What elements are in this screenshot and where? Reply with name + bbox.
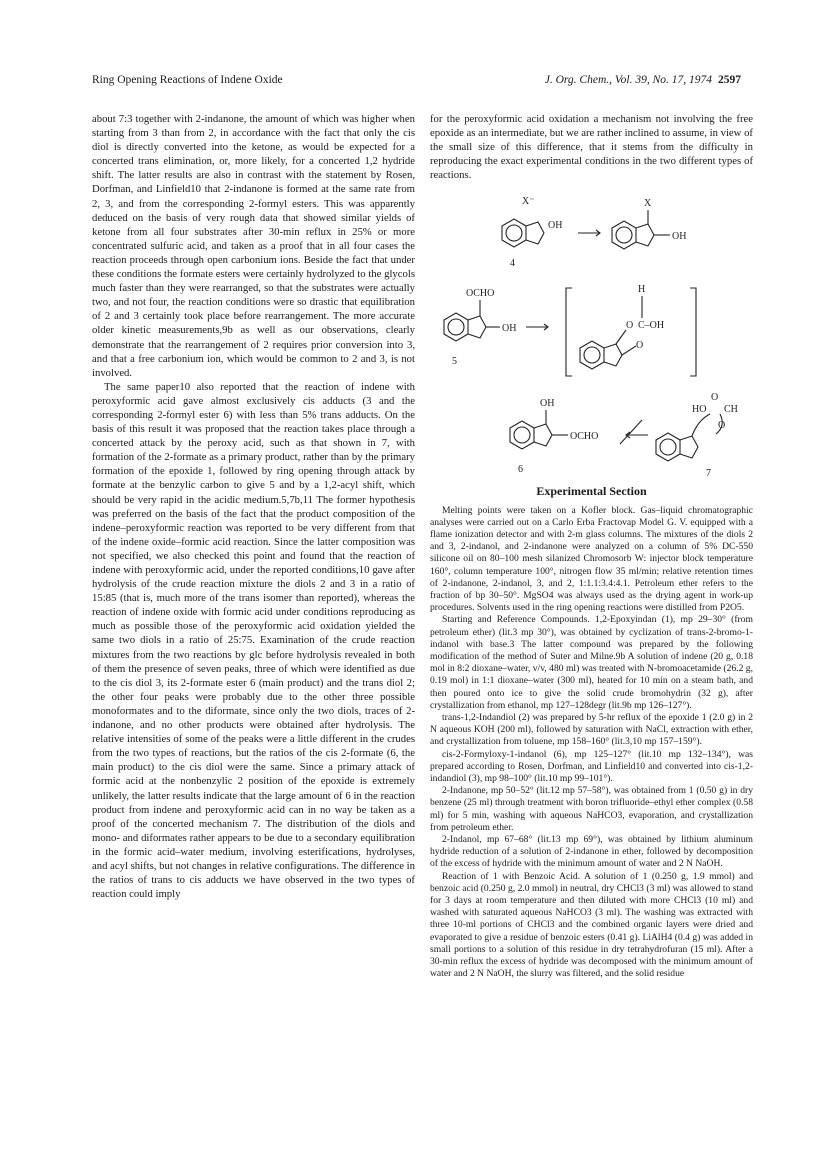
page-header: [92, 74, 741, 90]
label-ocho-6: OCHO: [570, 431, 599, 443]
journal-citation: [545, 74, 741, 86]
intermediate-orthoester: [580, 296, 642, 369]
label-ocho-5: OCHO: [466, 288, 495, 300]
body-paragraph: about 7:3 together with 2-indanone, the amount of which was higher when starting from 3 than from 2, in accordance with the fact that only the cis diol is directly converted into the ketone, as would be expected for a concerted trans elimination, or, more likely, for a concerted 1,2 hydride shift. The latter results are also in contrast with the statement by Rosen, Dorfman, and Linfield10 that 2-indanone is formed at the same rate from 2, 3, and from the corresponding 2-formyl esters. This was apparently deduced on the basis of very rough data that showed similar yields of ketone from all four substrates after 30-min reflux in 25% or more concentrated sulfuric acid, and taken as a proof that in all four cases the reaction proceeds through open carbonium ions. Beside the fact that under these conditions the formate esters were certainly hydrolyzed to the glycols much faster than they were rearranged, so that the substrates were actually two, and not four, the reaction conditions were so drastic that equilibration of 2 and 3 certainly took place before rearrangement. The more accurate older kinetic measurements,9b as well as our observations, clearly demonstrate that the rearrangement of 2 requires prior conversion into 3, and that a free carbonium ion, which would be common to 2 and 3, is not involved.: [92, 113, 415, 379]
label-ch: CH: [724, 404, 738, 416]
reaction-scheme: [430, 188, 753, 478]
journal-name: J. Org. Chem., Vol. 39, No. 17, 1974: [544, 74, 712, 86]
label-oh-6: OH: [540, 398, 555, 410]
label-5: 5: [452, 356, 457, 368]
running-title: Ring Opening Reactions of Indene Oxide: [92, 74, 283, 86]
bracket-left: [566, 288, 572, 376]
label-ho: HO: [692, 404, 707, 416]
label-x: X: [644, 198, 652, 210]
body-paragraph: for the peroxyformic acid oxidation a mechanism not involving the free epoxide as an intermediate, but we are rather inclined to assume, in view of the small size of this difference, that it stems from the difficulty in reproducing the exact experimental conditions in the two different types of reactions.: [430, 113, 753, 182]
arrow-3: [620, 420, 642, 444]
reaction-scheme-drawing: [430, 188, 753, 478]
left-column: [92, 112, 415, 901]
exp-paragraph: cis-2-Formyloxy-1-indanol (6), mp 125–127° (lit.10 mp 132–134°), was prepared according to Rosen, Dorfman, and Linfield10 and converted into cis-1,2-indandiol (3), mp 98–100° (lit.10 mp 99–101°).: [430, 748, 753, 785]
indane-formate-5: [444, 300, 500, 341]
label-4: 4: [510, 258, 515, 270]
right-column: [430, 112, 753, 980]
exp-paragraph: Starting and Reference Compounds. 1,2-Epoxyindan (1), mp 29–30° (from petroleum ether) (lit.3 mp 30°), was obtained by cyclization of trans-2-bromo-1-indanol with base.3 The latter compound was prepared by the following modification of the method of Suter and Milne.9b A solution of indene (20 g, 0.18 mol in 8:2 dioxane–water, v/v, 480 ml) was treated with N-bromoacetamide (26.2 g, 0.19 mol) in 1:1 dioxane–water (300 ml), heated for 10 min on a steam bath, and then poured onto ice to give the solid crude bromohydrin (32 g), after crystallization from ethanol, mp 127–128degr (lit.9b mp 126–127°).: [430, 614, 753, 711]
indene-peracid-7: [656, 414, 722, 461]
exp-paragraph: 2-Indanol, mp 67–68° (lit.13 mp 69°), was obtained by lithium aluminum hydride reduction of a solution of 2-indanone in ether, followed by decomposition of the excess of hydride with the minimum amount of water and 2 N NaOH.: [430, 834, 753, 870]
label-6: 6: [518, 464, 523, 476]
indane-formate-6: [510, 410, 568, 449]
label-h: H: [638, 284, 646, 296]
exp-paragraph: Reaction of 1 with Benzoic Acid. A solution of 1 (0.250 g, 1.9 mmol) and benzoic acid (0.250 g, 2.0 mmol) in neutral, dry CHCl3 (3 ml) was allowed to stand for 3 days at room temperature and then diluted with more CHCl3 (10 ml) and washed with saturated aqueous NaHCO3 (3 ml). The washing was extracted with three 10-ml portions of CHCl3 and the combined organic layers were dried and evaporated to give a residue of benzoic esters (0.41 g). LiAlH4 (0.4 g) was added in small portions to a solution of this residue in dry tetrahydrofuran (15 ml). After a 30-min reflux the excess of hydride was decomposed with the minimum amount of water and 2 N NaOH, the slurry was filtered, and the solid residue: [430, 870, 753, 980]
section-title: Experimental Section: [536, 484, 647, 499]
exp-paragraph: 2-Indanone, mp 50–52° (lit.12 mp 57–58°), was obtained from 1 (0.50 g) in dry benzene (25 ml) through treatment with boron trifluoride–ethyl ether complex (0.58 ml) for 5 min, washing with aqueous NaHCO3, evaporation, and crystallization from petroleum ether.: [430, 785, 753, 833]
label-oh-4b: OH: [672, 231, 687, 243]
exp-paragraph: Melting points were taken on a Kofler block. Gas–liquid chromatographic analyses were carried out on a Carlo Erba Fractovap Model G. V. equipped with a flame ionization detector and with 2-m glass columns. The mixtures of the diols 2 and 3, 2-indanol, and 2-indanone were analyzed on a column of 5% DC-550 silicone oil on 80–100 mesh silanized Chromosorb W: injector block temperature 160°, column temperature 100°, nitrogen flow 35 ml/min; relative retention times of 2-indanone, 2-indanol, 3, and 2, 1:1.1:3.4:4.1. Petroleum ether refers to the fraction of bp 30–50°. MgSO4 was always used as the drying agent in work-up procedures. Solvents used in the ring opening reactions were distilled from P2O5.: [430, 504, 753, 614]
label-o-lower: O: [636, 340, 644, 352]
experimental-section: [430, 505, 753, 981]
label-oh-5: OH: [502, 323, 517, 335]
label-o-upper: O: [626, 320, 634, 332]
body-paragraph: The same paper10 also reported that the reaction of indene with peroxyformic acid gave almost exclusively cis adducts (3 and the corresponding 2-formyl ester 6) with less than 5% trans adducts. On the basis of this result it was proposed that the reaction takes place through a concerted attack by the peroxy acid, such as that shown in 7, with formation of the 2-formate as a primary product, rather than by the primary formation of the epoxide 1, followed by ring opening through attack by formate at the benzylic carbon to give 5 and by a 1,2-acyl shift, which should be very rapid in the acidic medium.5,7b,11 The former hypothesis was preferred on the basis of the fact that the product composition of the indene–peroxyformic reaction was reported to be very different from that of the indene oxide–formic acid reaction. Since the latter composition was not specified, we also checked this point and found that the reaction of indene with peroxyformic acid, under the reported conditions,10 gave after hydrolysis of the crude reaction mixture the diols 2 and 3 in a ratio of 15:85 (that is, much more of the trans isomer than reported), whereas the reaction of indene oxide with formic acid under conditions reproducing as much as possible those of the peroxyformic acid oxidation yielded the same two diols in a ratio of 25:75. Examination of the crude reaction mixtures from the two reactions by glc before hydrolysis revealed in both of them the presence of seven peaks, three of which were identified as due to the cis diol 3, its 2-formate ester 6 (main product) and the trans diol 2; the other four peaks were probably due to the other three possible monoformates and to the diformate, since only the two diols, traces of 2-indanone, and no other products were obtained after hydrolysis. The relative intensities of some of the peaks were a little different in the crudes from the two types of reactions, but the ratios of the cis 2-formate (6, the main product) to the cis diol were the same. Since a primary attack of formic acid at the nonbenzylic 2 position of the epoxide is extremely unlikely, the latter results indicate that the large amount of 6 in the reaction product from indene and peroxyformic acid can in no way be taken as a proof of the concerted mechanism 7. The distribution of the diols and mono- and diformates rather appears to be due to a secondary equilibration in the formic acid–water medium, involving esterifications, hydrolyses, and acyl shifts, but not changes in relative configurations. The difference in the ratios of trans to cis adducts we have observed in the two types of reaction could imply: [92, 380, 415, 901]
indane-4-product: [612, 210, 670, 249]
label-7: 7: [706, 468, 711, 479]
indane-epoxide-4: [502, 219, 544, 247]
label-c-oh: C–OH: [638, 320, 665, 332]
exp-paragraph: trans-1,2-Indandiol (2) was prepared by 5-hr reflux of the epoxide 1 (2.0 g) in 2 N aqueous KOH (200 ml), followed by saturation with NaCl, extraction with ether, and crystallization from toluene, mp 158–160° (lit.3,10 mp 157–159°).: [430, 712, 753, 748]
page-number: 2597: [718, 74, 741, 86]
bracket-right: [690, 288, 696, 376]
label-o-7: O: [711, 392, 719, 404]
label-o-7b: O: [718, 420, 726, 432]
label-oh-4: OH: [548, 220, 563, 232]
label-x-minus: X⁻: [522, 196, 535, 208]
